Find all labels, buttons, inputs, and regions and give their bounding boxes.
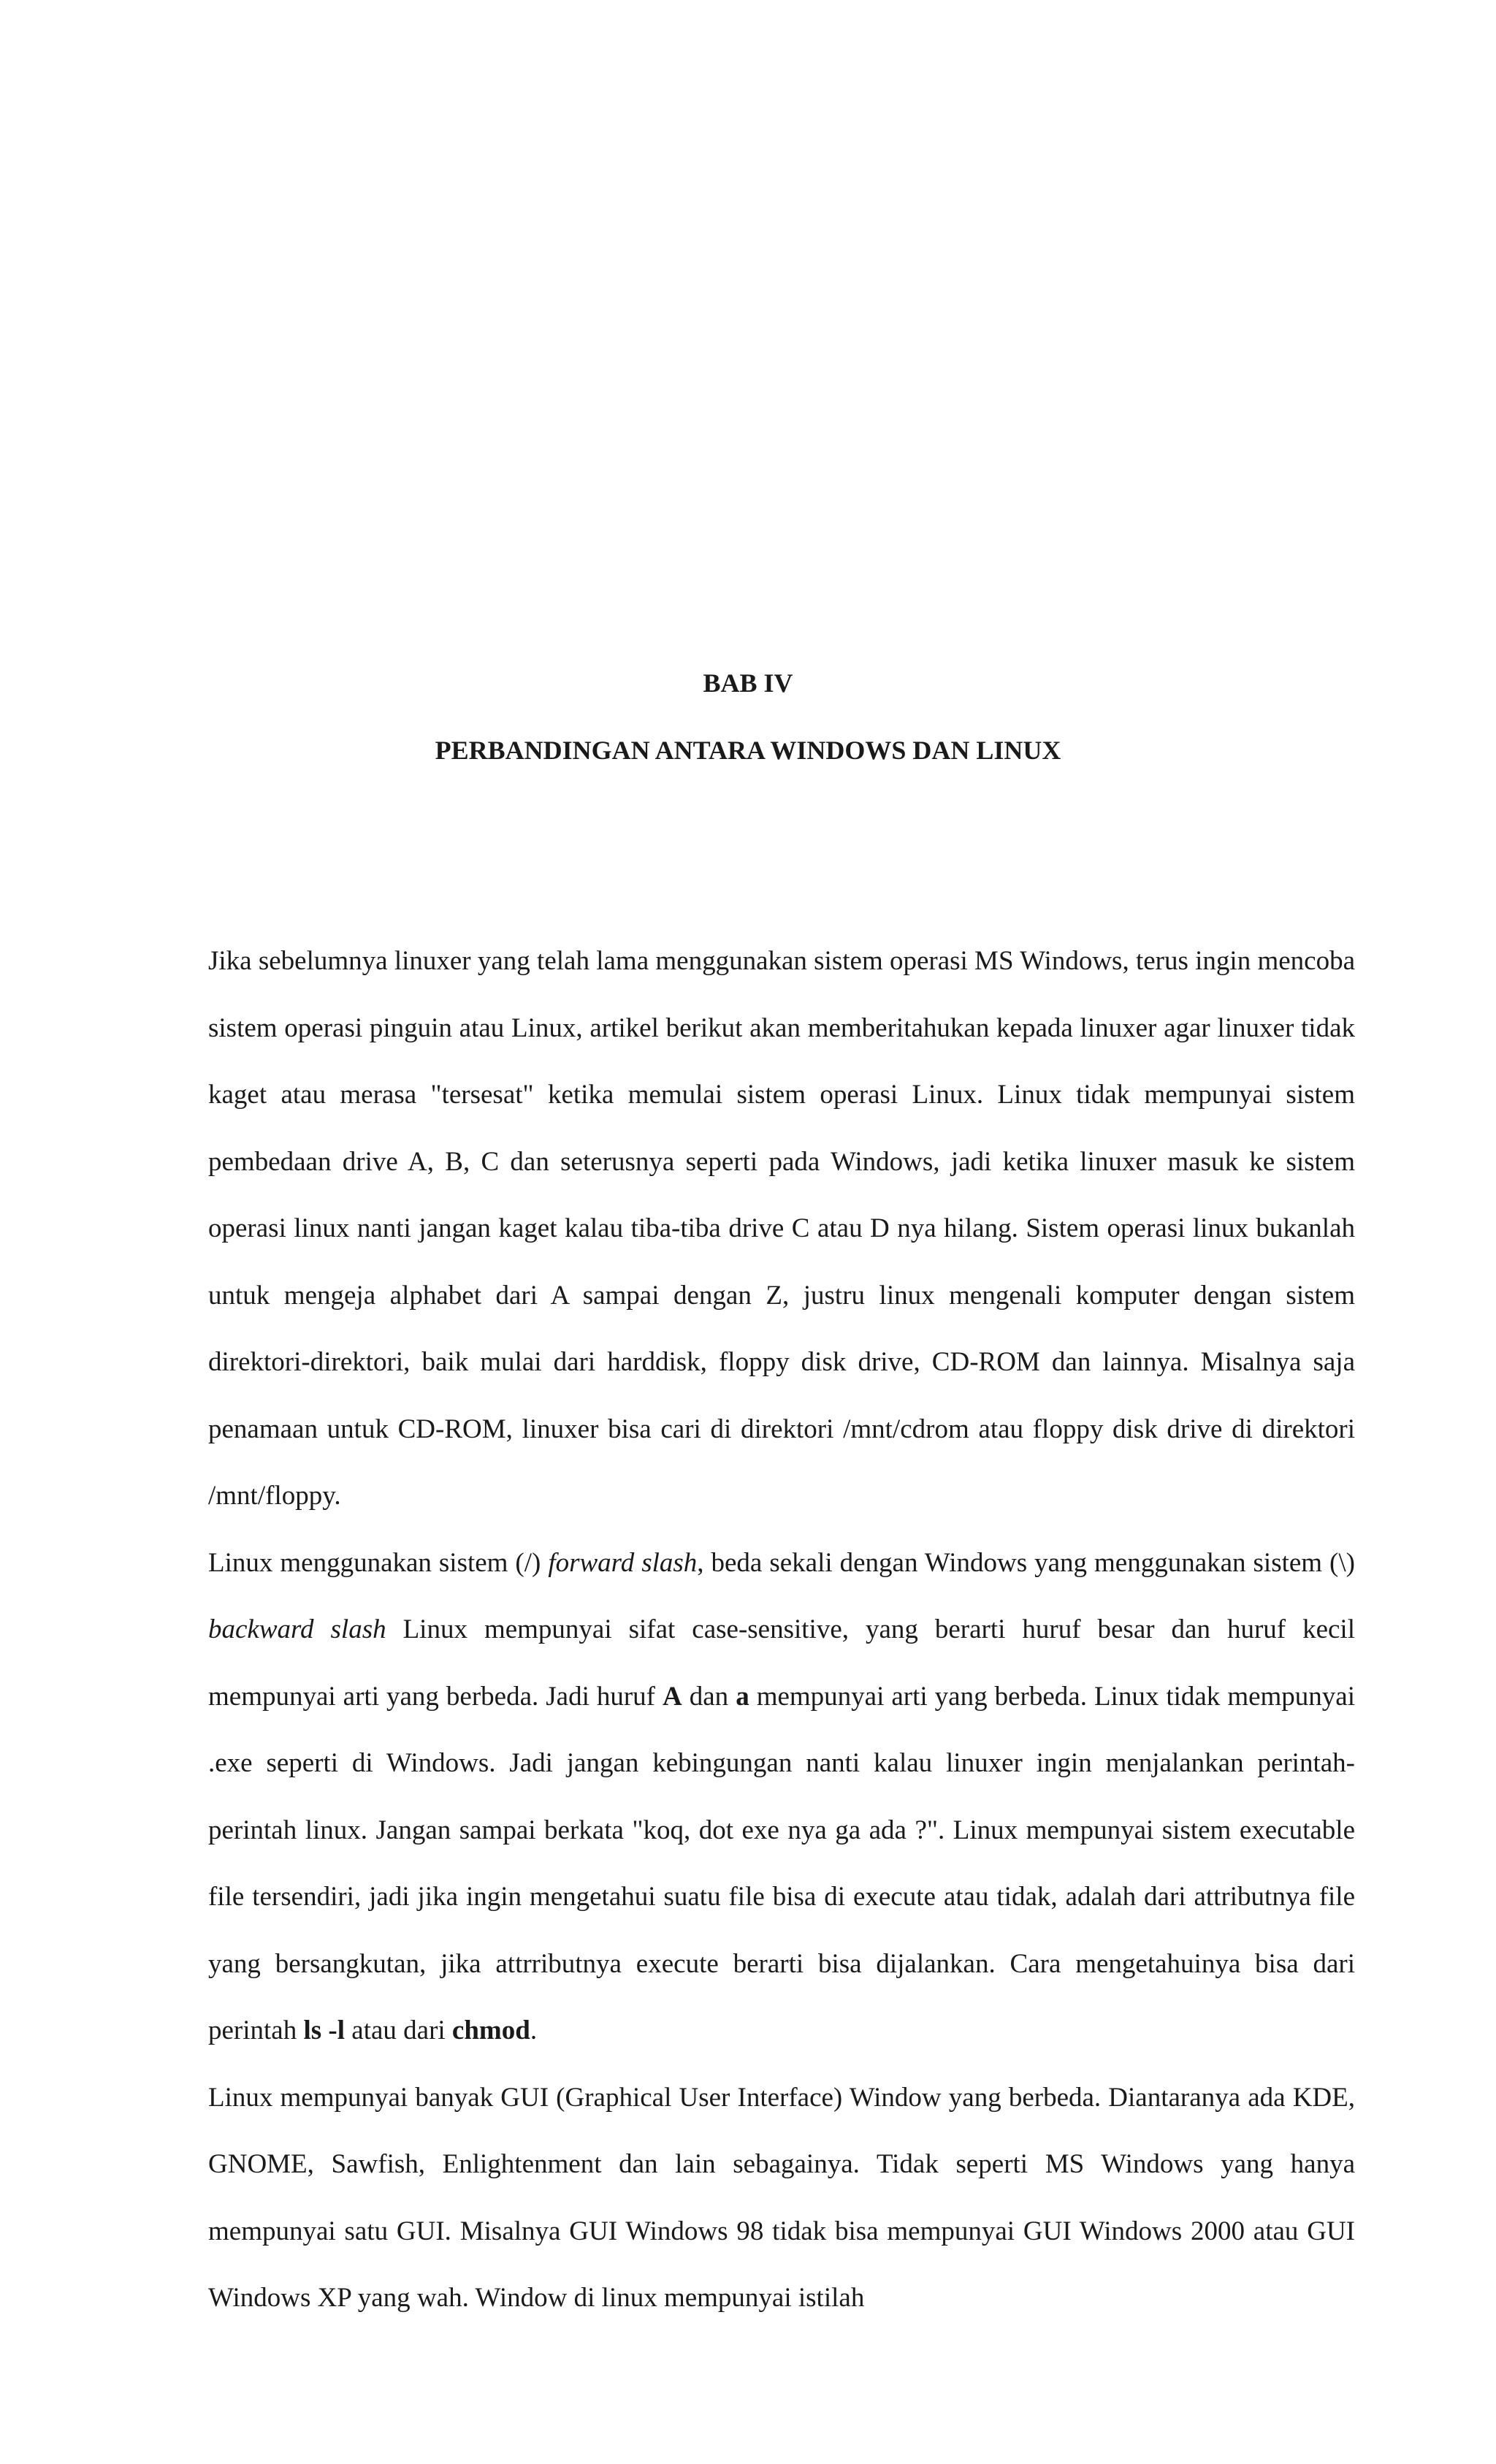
- command-chmod: chmod: [451, 2015, 530, 2045]
- term-backward-slash: backward slash: [208, 1614, 386, 1644]
- chapter-title: PERBANDINGAN ANTARA WINDOWS DAN LINUX: [435, 736, 1061, 765]
- paragraph-1: Jika sebelumnya linuxer yang telah lama menggunakan sistem operasi MS Windows, terus ingin mencoba sistem operasi pinguin atau Linux, artikel berikut akan memberitahukan kepada linuxer agar linuxer tidak kaget atau merasa "tersesat" ketika memulai sistem operasi Linux. Linux tidak mempunyai sistem pembedaan drive A, B, C dan seterusnya seperti pada Windows, jadi ketika linuxer masuk ke sistem operasi linux nanti jangan kaget kalau tiba-tiba drive C atau D nya hilang. Sistem operasi linux bukanlah untuk mengeja alphabet dari A sampai dengan Z, justru linux mengenali komputer dengan sistem direktori-direktori, baik mulai dari harddisk, floppy disk drive, CD-ROM dan lainnya. Misalnya saja penamaan untuk CD-ROM, linuxer bisa cari di direktori /mnt/cdrom atau floppy disk drive di direktori /mnt/floppy.: [208, 946, 1355, 1511]
- command-ls-l: ls -l: [303, 2015, 346, 2045]
- paragraph-2-text: mempunyai arti yang berbeda. Linux tidak mempunyai .exe seperti di Windows. Jadi jangan kebingungan nanti kalau linuxer ingin menjalankan perintah-perintah linux. Jangan sampai berkata "koq, dot exe nya ga ada ?". Linux mempunyai sistem executable file tersendiri, jadi jika ingin mengetahui suatu file bisa di execute atau tidak, adalah dari attributnya file yang bersangkutan, jika attrributnya execute berarti bisa dijalankan. Cara mengetahuinya bisa dari perintah: [208, 1681, 1355, 2045]
- paragraph-2-text: , beda sekali dengan Windows yang menggunakan sistem (\): [697, 1547, 1355, 1578]
- term-lowercase-a: a: [736, 1681, 749, 1712]
- paragraph-2: [208, 1530, 1355, 2064]
- paragraph-2-text: Linux mempunyai sifat case-sensitive, yang berarti huruf besar dan huruf kecil mempunyai arti yang berbeda. Jadi huruf: [208, 1614, 1355, 1712]
- body-text: [208, 928, 1355, 2332]
- term-uppercase-a: A: [663, 1681, 682, 1712]
- paragraph-2-text: atau dari: [345, 2015, 452, 2045]
- paragraph-2-text: Linux menggunakan sistem (/): [208, 1547, 549, 1578]
- term-forward-slash: forward slash: [548, 1547, 698, 1578]
- paragraph-3: Linux mempunyai banyak GUI (Graphical User Interface) Window yang berbeda. Diantaranya ada KDE, GNOME, Sawfish, Enlightenment dan lain sebagainya. Tidak seperti MS Windows yang hanya mempunyai satu GUI. Misalnya GUI Windows 98 tidak bisa mempunyai GUI Windows 2000 atau GUI Windows XP yang wah. Window di linux mempunyai istilah: [208, 2082, 1355, 2313]
- chapter-heading: [0, 661, 1496, 772]
- chapter-label: BAB IV: [703, 668, 793, 698]
- paragraph-2-text: dan: [682, 1681, 736, 1712]
- paragraph-2-text: .: [530, 2015, 538, 2045]
